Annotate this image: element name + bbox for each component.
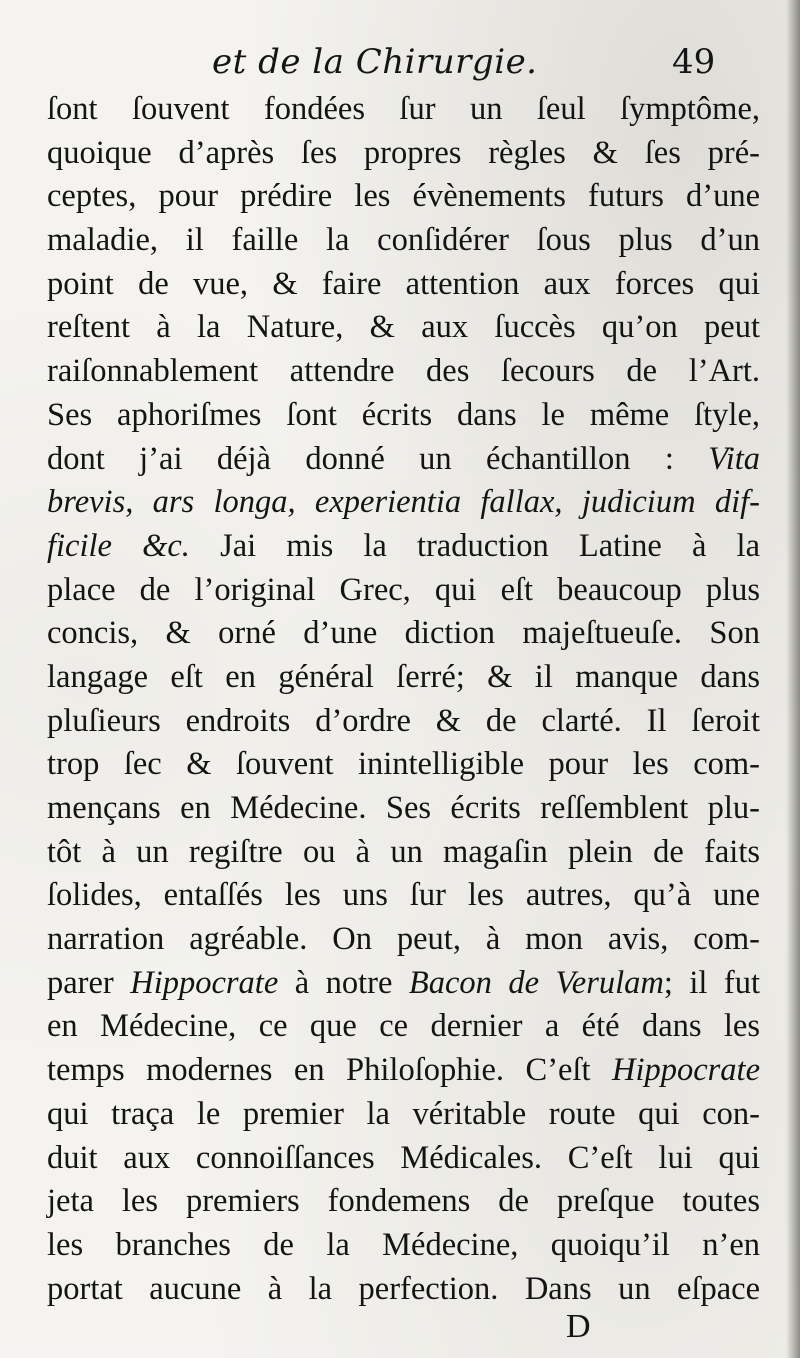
- page-number: 49: [672, 42, 716, 82]
- text-line: temps modernes en Philoſophie. C’eſt Hippocrate: [47, 1052, 760, 1089]
- text-line: point de vue, & faire attention aux forces qui: [47, 265, 760, 302]
- body-text: [47, 88, 760, 1311]
- text-line: trop ſec & ſouvent inintelligible pour les com-: [47, 746, 760, 783]
- text-line: portat aucune à la perfection. Dans un eſpace: [47, 1270, 760, 1307]
- text-line: jeta les premiers fondemens de preſque toutes: [47, 1183, 760, 1220]
- text-line: dont j’ai déjà donné un échantillon : Vita: [47, 440, 760, 477]
- text-line: ficile &c. Jai mis la traduction Latine à la: [47, 527, 760, 564]
- text-line: en Médecine, ce que ce dernier a été dans les: [47, 1008, 760, 1045]
- text-line: mençans en Médecine. Ses écrits reſſemblent plu-: [47, 790, 760, 826]
- text-line: brevis, ars longa, experientia fallax, judicium dif-: [47, 484, 760, 521]
- text-line: langage eſt en général ſerré; & il manque dans: [47, 658, 760, 695]
- text-line: tôt à un regiſtre ou à un magaſin plein de faits: [47, 833, 760, 870]
- text-line: raiſonnablement attendre des ſecours de l’Art.: [47, 353, 760, 390]
- text-line: maladie, il faille la conſidérer ſous plus d’un: [47, 222, 760, 259]
- text-line: narration agréable. On peut, à mon avis, com-: [47, 921, 760, 958]
- text-line: place de l’original Grec, qui eſt beaucoup plus: [47, 571, 760, 608]
- text-line: concis, & orné d’une diction majeſtueuſe. Son: [47, 615, 760, 652]
- text-line: ceptes, pour prédire les évènements futurs d’une: [47, 178, 760, 215]
- text-line: reſtent à la Nature, & aux ſuccès qu’on peut: [47, 309, 760, 346]
- page-edge-shadow: [786, 0, 800, 1358]
- text-line: quoique d’après ſes propres règles & ſes pré-: [47, 134, 760, 171]
- text-line: ſont ſouvent fondées ſur un ſeul ſymptôme,: [47, 91, 760, 127]
- text-line: pluſieurs endroits d’ordre & de clarté. Il ſeroit: [47, 702, 760, 739]
- running-head: et de la Chirurgie.: [212, 42, 538, 82]
- text-line: parer Hippocrate à notre Bacon de Verulam; il fut: [47, 964, 760, 1001]
- text-line: qui traça le premier la véritable route qui con-: [47, 1095, 760, 1132]
- text-line: les branches de la Médecine, quoiqu’il n’en: [47, 1226, 760, 1263]
- signature-mark: D: [566, 1308, 592, 1345]
- text-line: ſolides, entaſſés les uns ſur les autres, qu’à une: [47, 877, 760, 914]
- text-line: Ses aphoriſmes ſont écrits dans le même ſtyle,: [47, 396, 760, 433]
- text-line: duit aux connoiſſances Médicales. C’eſt lui qui: [47, 1139, 760, 1176]
